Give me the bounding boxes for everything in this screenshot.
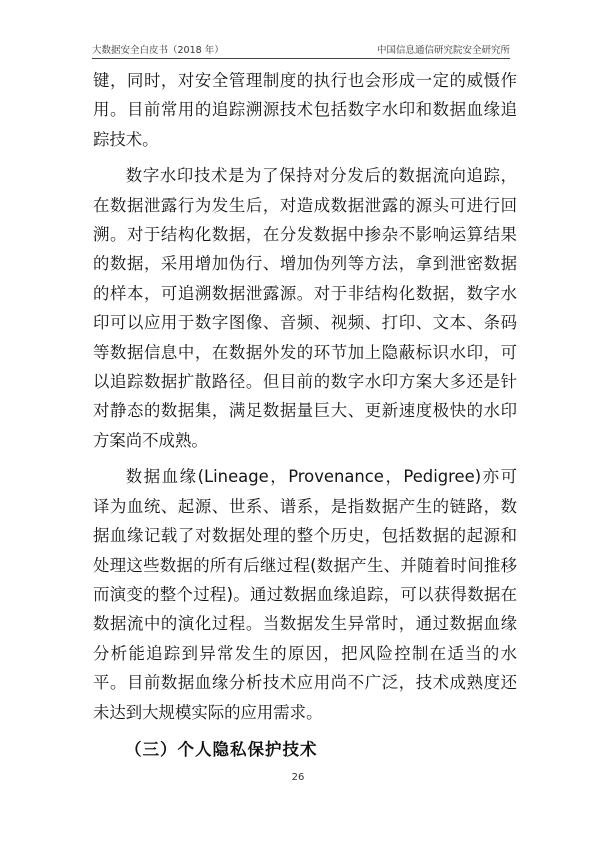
header-right-title: 中国信息通信研究院安全研究所 <box>376 45 510 56</box>
running-header <box>92 42 510 56</box>
paragraph-digital-watermark: 数字水印技术是为了保持对分发后的数据流向追踪，在数据泄露行为发生后，对造成数据泄露的源头可进行回溯。对于结构化数据，在分发数据中掺杂不影响运算结果的数据，采用增加伪行、增加伪列等方法，拿到泄密数据的样本，可追溯数据泄露源。对于非结构化数据，数字水印可以应用于数字图像、音频、视频、打印、文本、条码等数据信息中，在数据外发的环节加上隐蔽标识水印，可以追踪数据扩散路径。但目前的数字水印方案大多还是针对静态的数据集，满足数据量巨大、更新速度极快的水印方案尚不成熟。 <box>93 166 517 450</box>
page-number: 26 <box>291 772 305 783</box>
body-text <box>93 66 517 734</box>
paragraph-continuation: 键，同时，对安全管理制度的执行也会形成一定的威慑作用。目前常用的追踪溯源技术包括数字水印和数据血缘追踪技术。 <box>93 71 517 149</box>
paragraph-data-lineage: 数据血缘(Lineage，Provenance，Pedigree)亦可译为血统、起源、世系、谱系，是指数据产生的链路，数据血缘记载了对数据处理的整个历史，包括数据的起源和处理这些数据的所有后继过程(数据产生、并随着时间推移而演变的整个过程)。通过数据血缘追踪，可以获得数据在数据流中的演化过程。当数据发生异常时，通过数据血缘分析能追踪到异常发生的原因，把风险控制在适当的水平。目前数据血缘分析技术应用尚不广泛，技术成熟度还未达到大规模实际的应用需求。 <box>93 467 517 722</box>
header-left-title: 大数据安全白皮书（2018 年） <box>92 45 224 56</box>
header-rule <box>92 58 510 59</box>
section-heading: （三）个人隐私保护技术 <box>125 740 318 759</box>
